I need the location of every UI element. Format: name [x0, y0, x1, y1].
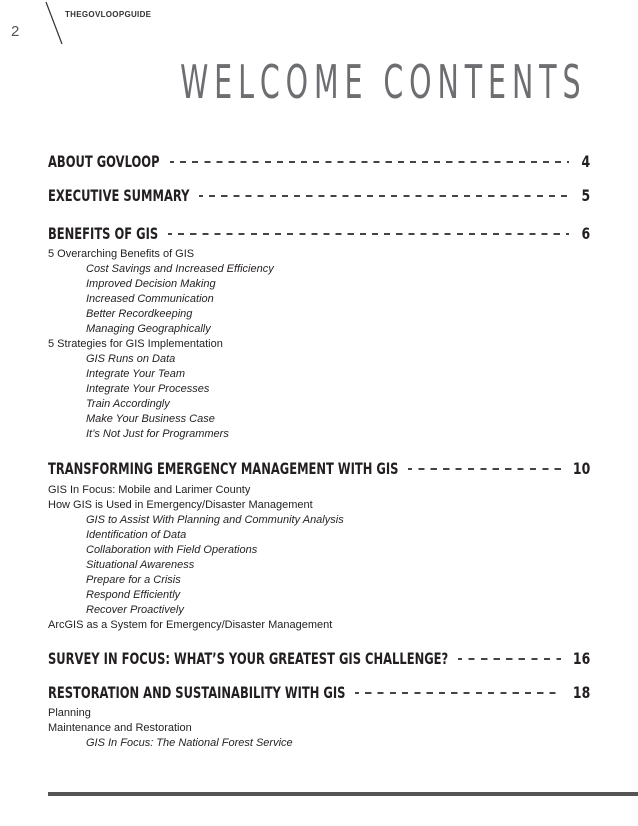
- toc-subitem[interactable]: Make Your Business Case: [86, 413, 215, 425]
- toc-section-row[interactable]: [48, 222, 590, 244]
- toc-item[interactable]: GIS In Focus: Mobile and Larimer County: [48, 484, 251, 496]
- toc-subitem[interactable]: Recover Proactively: [86, 604, 184, 616]
- toc-page-number: 5: [581, 185, 590, 205]
- toc-subitem[interactable]: GIS to Assist With Planning and Community Analysis: [86, 514, 344, 526]
- toc-subitem[interactable]: Situational Awareness: [86, 559, 195, 571]
- toc-subitem[interactable]: Managing Geographically: [86, 323, 211, 335]
- toc-page-number: 16: [572, 648, 590, 668]
- toc-subitem[interactable]: Integrate Your Processes: [86, 383, 210, 395]
- toc-section-title: BENEFITS OF GIS: [48, 223, 159, 243]
- toc-section-title: ABOUT GOVLOOP: [48, 151, 160, 171]
- toc-leader-dots: [355, 692, 560, 694]
- toc-leader-dots: [168, 233, 569, 235]
- toc-item[interactable]: How GIS is Used in Emergency/Disaster Management: [48, 499, 313, 511]
- toc-subitem[interactable]: GIS In Focus: The National Forest Service: [86, 737, 293, 749]
- toc-subitem[interactable]: Better Recordkeeping: [86, 308, 193, 320]
- footer-bar: [48, 792, 638, 796]
- toc-section-title: SURVEY IN FOCUS: WHAT’S YOUR GREATEST GIS CHALLENGE?: [48, 648, 449, 668]
- toc-subitem[interactable]: It’s Not Just for Programmers: [86, 428, 229, 440]
- toc-subitem[interactable]: Prepare for a Crisis: [86, 574, 181, 586]
- page-number: 2: [11, 23, 20, 40]
- toc-page-number: 4: [581, 151, 590, 171]
- toc-subitem[interactable]: Collaboration with Field Operations: [86, 544, 258, 556]
- toc-page-number: 18: [572, 682, 590, 702]
- toc-section-row[interactable]: [48, 457, 590, 479]
- toc-subitem[interactable]: Respond Efficiently: [86, 589, 181, 601]
- toc-subitem[interactable]: Cost Savings and Increased Efficiency: [86, 263, 274, 275]
- toc-item[interactable]: 5 Strategies for GIS Implementation: [48, 338, 223, 350]
- toc-section-row[interactable]: [48, 647, 590, 669]
- toc-item[interactable]: 5 Overarching Benefits of GIS: [48, 248, 195, 260]
- page-title: WELCOME CONTENTS: [179, 55, 586, 109]
- toc-leader-dots: [199, 195, 569, 197]
- toc-section-title: EXECUTIVE SUMMARY: [48, 185, 190, 205]
- toc-section-row[interactable]: [48, 681, 590, 703]
- toc-section-row[interactable]: [48, 184, 590, 206]
- toc-subitem[interactable]: Improved Decision Making: [86, 278, 216, 290]
- toc-leader-dots: [170, 161, 570, 163]
- toc-item[interactable]: Maintenance and Restoration: [48, 722, 192, 734]
- toc-subitem[interactable]: Train Accordingly: [86, 398, 170, 410]
- toc-subitem[interactable]: GIS Runs on Data: [86, 353, 176, 365]
- toc-item[interactable]: Planning: [48, 707, 91, 719]
- toc-section-title: TRANSFORMING EMERGENCY MANAGEMENT WITH GIS: [48, 458, 399, 478]
- toc-leader-dots: [458, 658, 560, 660]
- toc-leader-dots: [408, 468, 560, 470]
- toc-subitem[interactable]: Identification of Data: [86, 529, 187, 541]
- toc-section-title: RESTORATION AND SUSTAINABILITY WITH GIS: [48, 682, 346, 702]
- toc-subitem[interactable]: Increased Communication: [86, 293, 214, 305]
- toc-subitem[interactable]: Integrate Your Team: [86, 368, 186, 380]
- guide-label: THEGOVLOOPGUIDE: [65, 10, 152, 19]
- toc-page-number: 10: [572, 458, 590, 478]
- toc-item[interactable]: ArcGIS as a System for Emergency/Disaster Management: [48, 619, 333, 631]
- toc-page-number: 6: [581, 223, 590, 243]
- toc-section-row[interactable]: [48, 150, 590, 172]
- header-divider-slash: [0, 0, 70, 48]
